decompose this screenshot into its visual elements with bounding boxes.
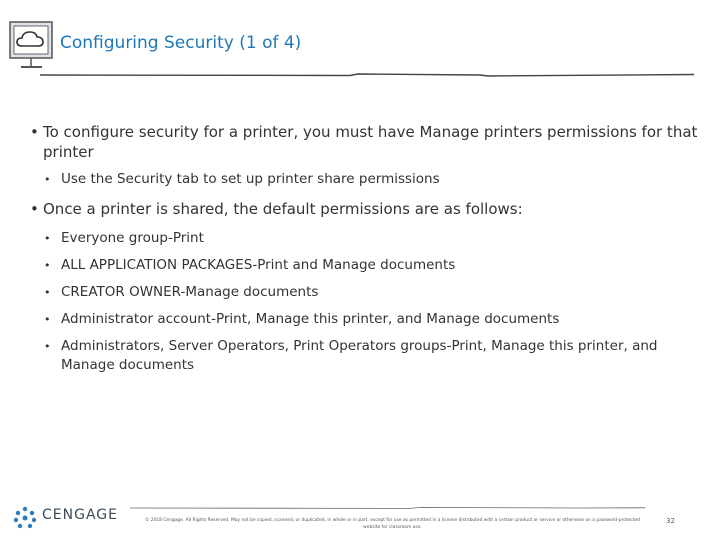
cloud-monitor-icon — [8, 20, 56, 72]
sub-bullet-text: Administrators, Server Operators, Print Operators groups-Print, Manage this printer, and Manage documents — [61, 338, 658, 373]
cengage-logo-icon — [12, 505, 38, 531]
sub-bullet-text: CREATOR OWNER-Manage documents — [61, 284, 319, 300]
footer-copyright: © 2018 Cengage. All Rights Reserved. May not be copied, scanned, or duplicated, in whole or in part, except for use as permitted in a license distributed with a certain product or service or otherwise on a password-protected website for classroom use. — [145, 518, 640, 530]
bullet-dot: • — [30, 123, 39, 141]
bullet-dot: • — [44, 173, 51, 186]
sub-bullet-item — [30, 256, 700, 275]
bullet-dot: • — [44, 232, 51, 245]
sub-bullet-item — [30, 170, 700, 189]
slide-content — [30, 122, 700, 375]
bullet-dot: • — [30, 200, 39, 218]
sub-bullet-item — [30, 310, 700, 329]
footer-rule — [130, 506, 650, 510]
bullet-text: Once a printer is shared, the default permissions are as follows: — [43, 200, 523, 218]
bullet-item — [30, 122, 700, 162]
sub-bullet-text: Use the Security tab to set up printer share permissions — [61, 171, 440, 187]
title-rule — [40, 70, 700, 80]
bullet-dot: • — [44, 286, 51, 299]
bullet-dot: • — [44, 259, 51, 272]
sub-bullet-text: Everyone group-Print — [61, 230, 204, 246]
bullet-dot: • — [44, 340, 51, 353]
slide-title: Configuring Security (1 of 4) — [60, 33, 302, 53]
sub-bullet-item — [30, 283, 700, 302]
sub-bullet-text: ALL APPLICATION PACKAGES-Print and Manage documents — [61, 257, 456, 273]
sub-bullet-item — [30, 229, 700, 248]
bullet-dot: • — [44, 313, 51, 326]
sub-bullet-text: Administrator account-Print, Manage this printer, and Manage documents — [61, 311, 560, 327]
sub-bullet-item — [30, 337, 700, 375]
bullet-item — [30, 199, 700, 219]
page-number: 32 — [666, 517, 675, 525]
footer-brand: CENGAGE — [42, 507, 118, 523]
bullet-text: To configure security for a printer, you must have Manage printers permissions for that printer — [43, 123, 698, 161]
